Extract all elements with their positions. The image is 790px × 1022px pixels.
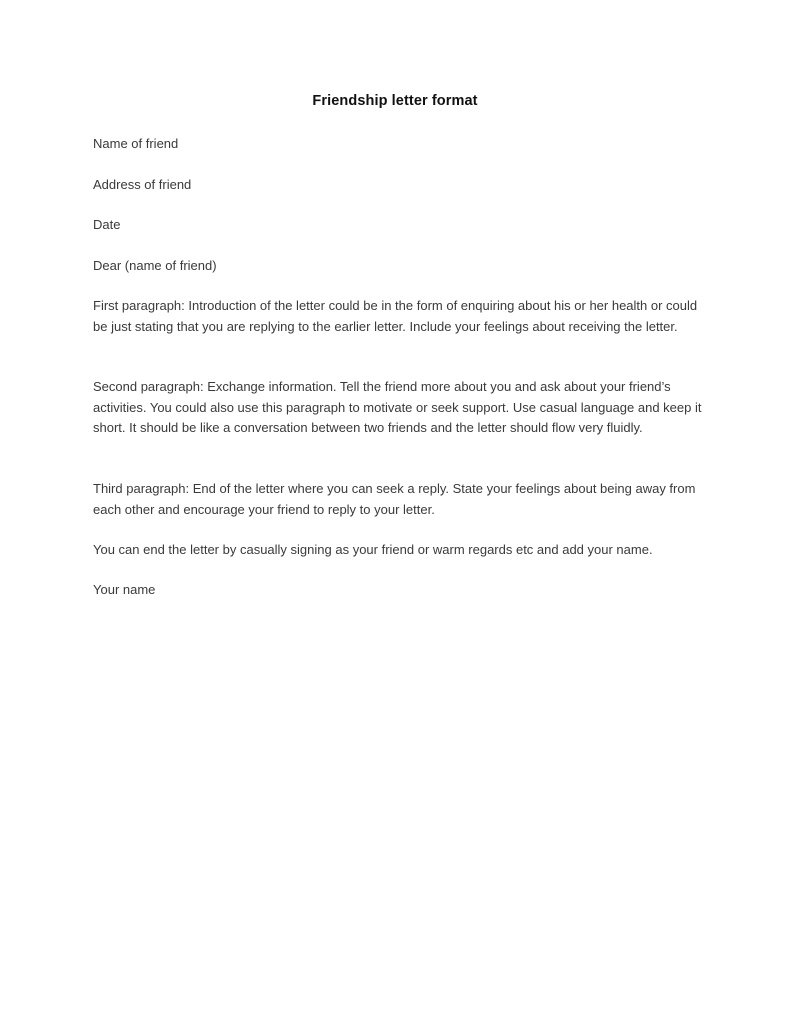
date-line: Date	[93, 217, 121, 232]
address-of-friend-line: Address of friend	[93, 177, 192, 192]
second-paragraph: Second paragraph: Exchange information. Tell the friend more about you and ask about your friend’s activities. You could also use this paragraph to motivate or seek support. Use casual language and keep it short. It should be like a conversation between two friends and the letter should flow very fluidly.	[93, 379, 702, 435]
salutation-line: Dear (name of friend)	[93, 258, 217, 273]
your-name-line: Your name	[93, 582, 156, 597]
name-of-friend-line: Name of friend	[93, 136, 179, 151]
closing-paragraph: You can end the letter by casually signing as your friend or warm regards etc and add your name.	[93, 542, 653, 557]
third-paragraph: Third paragraph: End of the letter where you can seek a reply. State your feelings about being away from each other and encourage your friend to reply to your letter.	[93, 481, 696, 517]
document-title: Friendship letter format	[312, 93, 478, 109]
first-paragraph: First paragraph: Introduction of the letter could be in the form of enquiring about his or her health or could be just stating that you are replying to the earlier letter. Include your feelings about receiving the letter.	[93, 298, 698, 334]
